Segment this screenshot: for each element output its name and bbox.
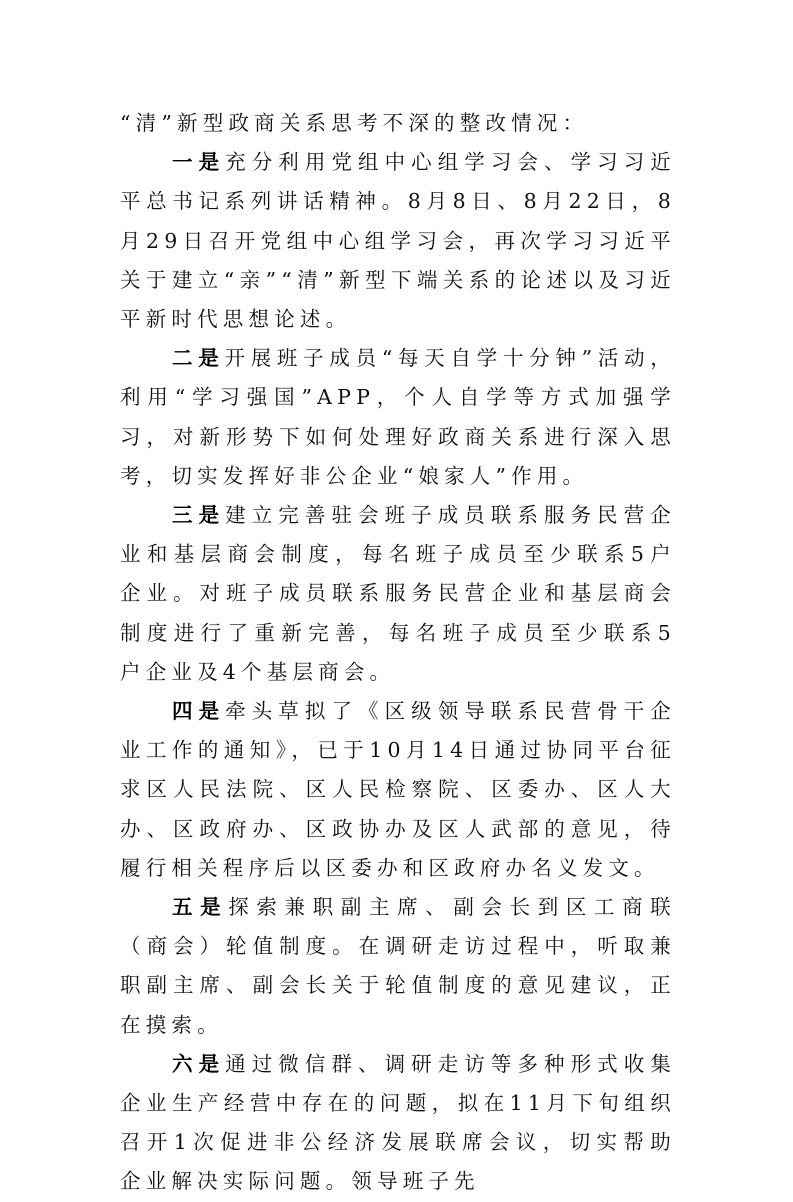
item-2-lead: 二是 <box>172 346 225 371</box>
paragraph-item-2 <box>120 339 676 496</box>
paragraph-item-4 <box>120 692 676 888</box>
intro-text: “清”新型政商关系思考不深的整改情况： <box>120 111 589 135</box>
section-intro-line <box>120 104 676 143</box>
item-3-lead: 三是 <box>172 503 226 528</box>
paragraph-item-6 <box>120 1045 676 1202</box>
paragraph-item-1 <box>120 143 676 339</box>
item-3-text: 建立完善驻会班子成员联系服务民营企业和基层商会制度，每名班子成员至少联系5户企业。对班子成员联系服务民营企业和基层商会制度进行了重新完善，每名班子成员至少联系5户企业及4个基层商会。 <box>120 503 676 684</box>
item-2-text: 开展班子成员“每天自学十分钟”活动，利用“学习强国”APP，个人自学等方式加强学习，对新形势下如何处理好政商关系进行深入思考，切实发挥好非公企业“娘家人”作用。 <box>120 346 677 488</box>
item-4-lead: 四是 <box>172 699 226 724</box>
item-1-lead: 一是 <box>172 150 226 175</box>
item-4-text: 牵头草拟了《区级领导联系民营骨干企业工作的通知》，已于10月14日通过协同平台征求区人民法院、区人民检察院、区委办、区人大办、区政府办、区政协办及区人武部的意见，待履行相关程序后以区委办和区政府办名义发文。 <box>120 699 676 880</box>
item-5-lead: 五是 <box>172 895 229 920</box>
item-5-text: 探索兼职副主席、副会长到区工商联（商会）轮值制度。在调研走访过程中，听取兼职副主席、副会长关于轮值制度的意见建议，正在摸索。 <box>120 895 677 1037</box>
item-1-text: 充分利用党组中心组学习会、学习习近平总书记系列讲话精神。8月8日、8月22日，8月29日召开党组中心组学习会，再次学习习近平关于建立“亲”“清”新型下端关系的论述以及习近平新时代思想论述。 <box>120 150 676 332</box>
paragraph-item-5 <box>120 888 676 1045</box>
paragraph-item-3 <box>120 496 676 692</box>
document-body <box>120 104 676 1202</box>
item-6-text: 通过微信群、调研走访等多种形式收集企业生产经营中存在的问题，拟在11月下旬组织召开1次促进非公经济发展联席会议，切实帮助企业解决实际问题。领导班子先 <box>120 1051 676 1194</box>
item-6-lead: 六是 <box>172 1051 226 1076</box>
